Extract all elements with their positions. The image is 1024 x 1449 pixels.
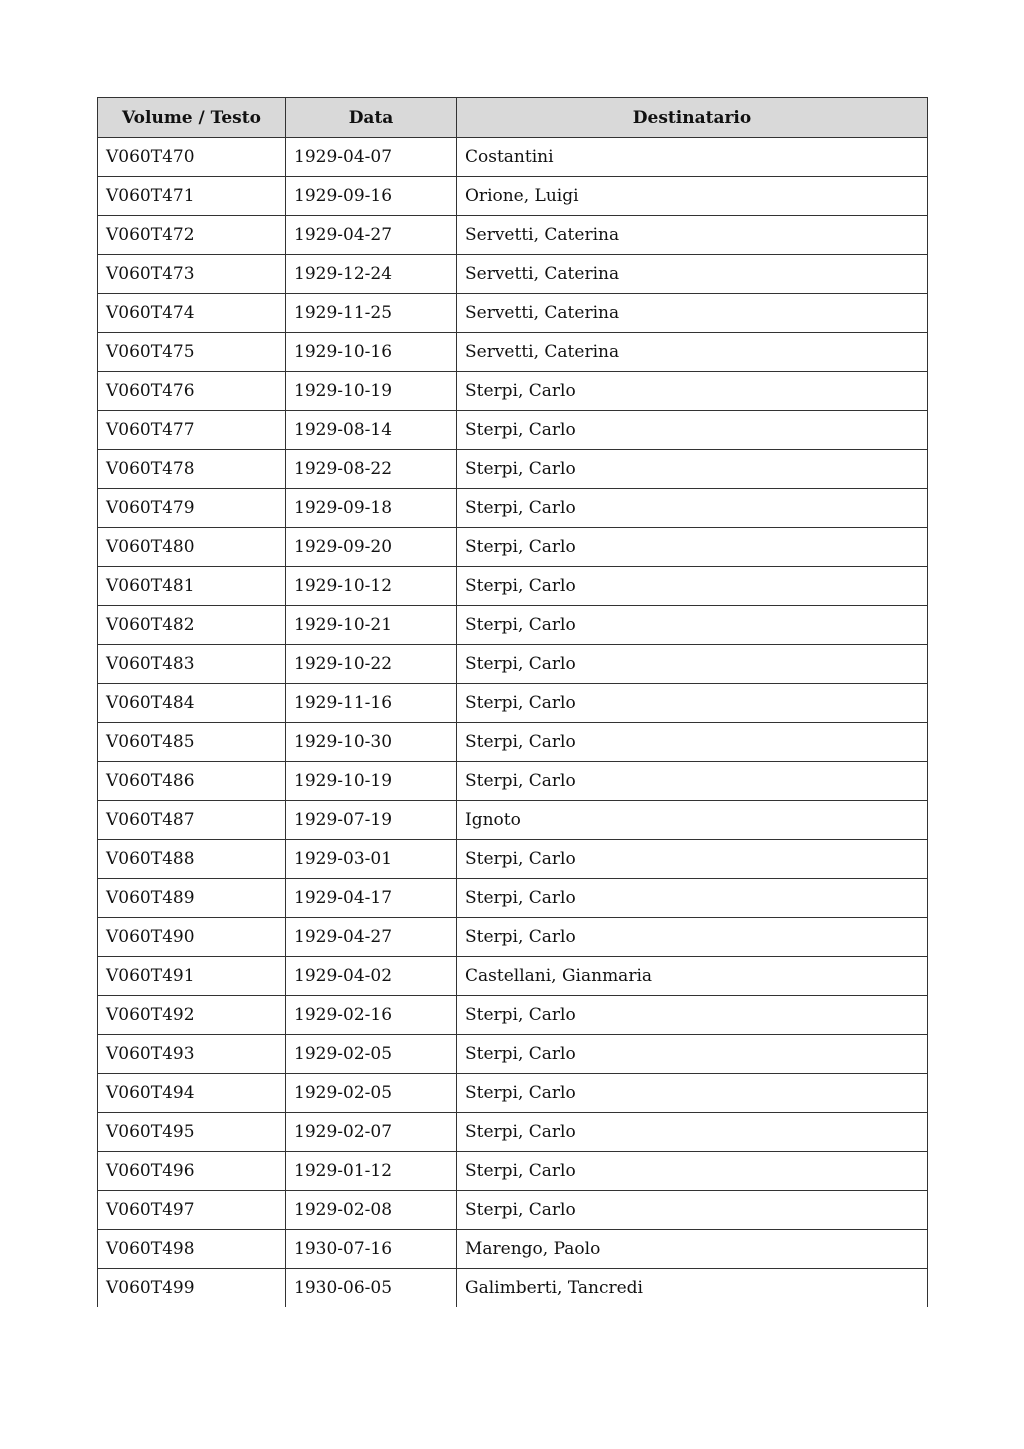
header-volume-testo: Volume / Testo [98, 98, 286, 138]
cell-recipient: Servetti, Caterina [457, 294, 928, 333]
header-destinatario: Destinatario [457, 98, 928, 138]
cell-volume: V060T490 [98, 918, 286, 957]
cell-recipient: Sterpi, Carlo [457, 1152, 928, 1191]
table-row [98, 684, 928, 723]
cell-volume: V060T475 [98, 333, 286, 372]
cell-date: 1929-02-16 [286, 996, 457, 1035]
table-row [98, 1113, 928, 1152]
cell-recipient: Sterpi, Carlo [457, 450, 928, 489]
cell-recipient: Sterpi, Carlo [457, 1035, 928, 1074]
cell-date: 1929-09-16 [286, 177, 457, 216]
table-row [98, 1152, 928, 1191]
table-body [98, 138, 928, 1308]
table-row [98, 840, 928, 879]
cell-recipient: Sterpi, Carlo [457, 723, 928, 762]
table-row [98, 216, 928, 255]
cell-recipient: Sterpi, Carlo [457, 879, 928, 918]
cell-volume: V060T484 [98, 684, 286, 723]
table-row [98, 801, 928, 840]
cell-date: 1929-02-05 [286, 1074, 457, 1113]
cell-volume: V060T485 [98, 723, 286, 762]
cell-volume: V060T487 [98, 801, 286, 840]
cell-volume: V060T486 [98, 762, 286, 801]
cell-recipient: Sterpi, Carlo [457, 840, 928, 879]
cell-date: 1929-07-19 [286, 801, 457, 840]
table-row [98, 918, 928, 957]
cell-volume: V060T477 [98, 411, 286, 450]
table-row [98, 723, 928, 762]
cell-date: 1929-11-25 [286, 294, 457, 333]
cell-volume: V060T470 [98, 138, 286, 177]
cell-recipient: Sterpi, Carlo [457, 918, 928, 957]
cell-date: 1929-09-20 [286, 528, 457, 567]
cell-recipient: Sterpi, Carlo [457, 1074, 928, 1113]
table-row [98, 138, 928, 177]
table-header [98, 98, 928, 138]
cell-volume: V060T489 [98, 879, 286, 918]
cell-volume: V060T488 [98, 840, 286, 879]
cell-volume: V060T474 [98, 294, 286, 333]
cell-date: 1929-10-12 [286, 567, 457, 606]
table-row [98, 879, 928, 918]
cell-date: 1929-10-19 [286, 762, 457, 801]
table-row [98, 450, 928, 489]
cell-recipient: Castellani, Gianmaria [457, 957, 928, 996]
table-row [98, 1074, 928, 1113]
table-row [98, 177, 928, 216]
cell-date: 1929-04-27 [286, 918, 457, 957]
cell-date: 1929-02-05 [286, 1035, 457, 1074]
table-row [98, 528, 928, 567]
cell-volume: V060T491 [98, 957, 286, 996]
cell-recipient: Ignoto [457, 801, 928, 840]
cell-recipient: Sterpi, Carlo [457, 606, 928, 645]
cell-date: 1929-09-18 [286, 489, 457, 528]
cell-date: 1930-06-05 [286, 1269, 457, 1308]
cell-volume: V060T495 [98, 1113, 286, 1152]
cell-date: 1929-03-01 [286, 840, 457, 879]
cell-volume: V060T480 [98, 528, 286, 567]
cell-date: 1929-04-27 [286, 216, 457, 255]
cell-recipient: Sterpi, Carlo [457, 528, 928, 567]
cell-volume: V060T472 [98, 216, 286, 255]
table-row [98, 255, 928, 294]
cell-volume: V060T473 [98, 255, 286, 294]
header-data: Data [286, 98, 457, 138]
cell-date: 1929-04-07 [286, 138, 457, 177]
cell-date: 1929-12-24 [286, 255, 457, 294]
table-row [98, 996, 928, 1035]
cell-volume: V060T493 [98, 1035, 286, 1074]
header-row [98, 98, 928, 138]
cell-date: 1929-11-16 [286, 684, 457, 723]
cell-volume: V060T481 [98, 567, 286, 606]
table-row [98, 1191, 928, 1230]
table-row [98, 1269, 928, 1308]
cell-volume: V060T499 [98, 1269, 286, 1308]
letters-table [97, 97, 928, 1307]
cell-date: 1929-01-12 [286, 1152, 457, 1191]
table-row [98, 294, 928, 333]
cell-recipient: Sterpi, Carlo [457, 372, 928, 411]
table-row [98, 957, 928, 996]
cell-recipient: Sterpi, Carlo [457, 411, 928, 450]
table-row [98, 1035, 928, 1074]
cell-date: 1929-10-19 [286, 372, 457, 411]
cell-volume: V060T471 [98, 177, 286, 216]
cell-recipient: Sterpi, Carlo [457, 645, 928, 684]
cell-volume: V060T492 [98, 996, 286, 1035]
cell-date: 1929-02-08 [286, 1191, 457, 1230]
table-row [98, 489, 928, 528]
table-row [98, 606, 928, 645]
cell-date: 1929-10-30 [286, 723, 457, 762]
cell-recipient: Costantini [457, 138, 928, 177]
cell-date: 1929-10-22 [286, 645, 457, 684]
cell-recipient: Servetti, Caterina [457, 255, 928, 294]
cell-recipient: Sterpi, Carlo [457, 762, 928, 801]
cell-recipient: Galimberti, Tancredi [457, 1269, 928, 1308]
table-row [98, 333, 928, 372]
cell-volume: V060T476 [98, 372, 286, 411]
table-row [98, 645, 928, 684]
cell-recipient: Sterpi, Carlo [457, 1113, 928, 1152]
cell-volume: V060T498 [98, 1230, 286, 1269]
cell-recipient: Servetti, Caterina [457, 333, 928, 372]
cell-volume: V060T497 [98, 1191, 286, 1230]
cell-date: 1929-04-17 [286, 879, 457, 918]
table-row [98, 372, 928, 411]
cell-date: 1929-10-16 [286, 333, 457, 372]
cell-volume: V060T496 [98, 1152, 286, 1191]
cell-date: 1929-02-07 [286, 1113, 457, 1152]
cell-date: 1929-10-21 [286, 606, 457, 645]
cell-volume: V060T478 [98, 450, 286, 489]
cell-volume: V060T483 [98, 645, 286, 684]
cell-recipient: Orione, Luigi [457, 177, 928, 216]
cell-volume: V060T482 [98, 606, 286, 645]
cell-recipient: Marengo, Paolo [457, 1230, 928, 1269]
cell-recipient: Sterpi, Carlo [457, 489, 928, 528]
table-row [98, 567, 928, 606]
cell-date: 1929-08-22 [286, 450, 457, 489]
cell-date: 1929-08-14 [286, 411, 457, 450]
cell-recipient: Sterpi, Carlo [457, 1191, 928, 1230]
table-row [98, 1230, 928, 1269]
cell-recipient: Sterpi, Carlo [457, 567, 928, 606]
table-row [98, 411, 928, 450]
table-row [98, 762, 928, 801]
cell-recipient: Servetti, Caterina [457, 216, 928, 255]
cell-volume: V060T479 [98, 489, 286, 528]
cell-date: 1930-07-16 [286, 1230, 457, 1269]
cell-recipient: Sterpi, Carlo [457, 684, 928, 723]
cell-volume: V060T494 [98, 1074, 286, 1113]
cell-date: 1929-04-02 [286, 957, 457, 996]
cell-recipient: Sterpi, Carlo [457, 996, 928, 1035]
